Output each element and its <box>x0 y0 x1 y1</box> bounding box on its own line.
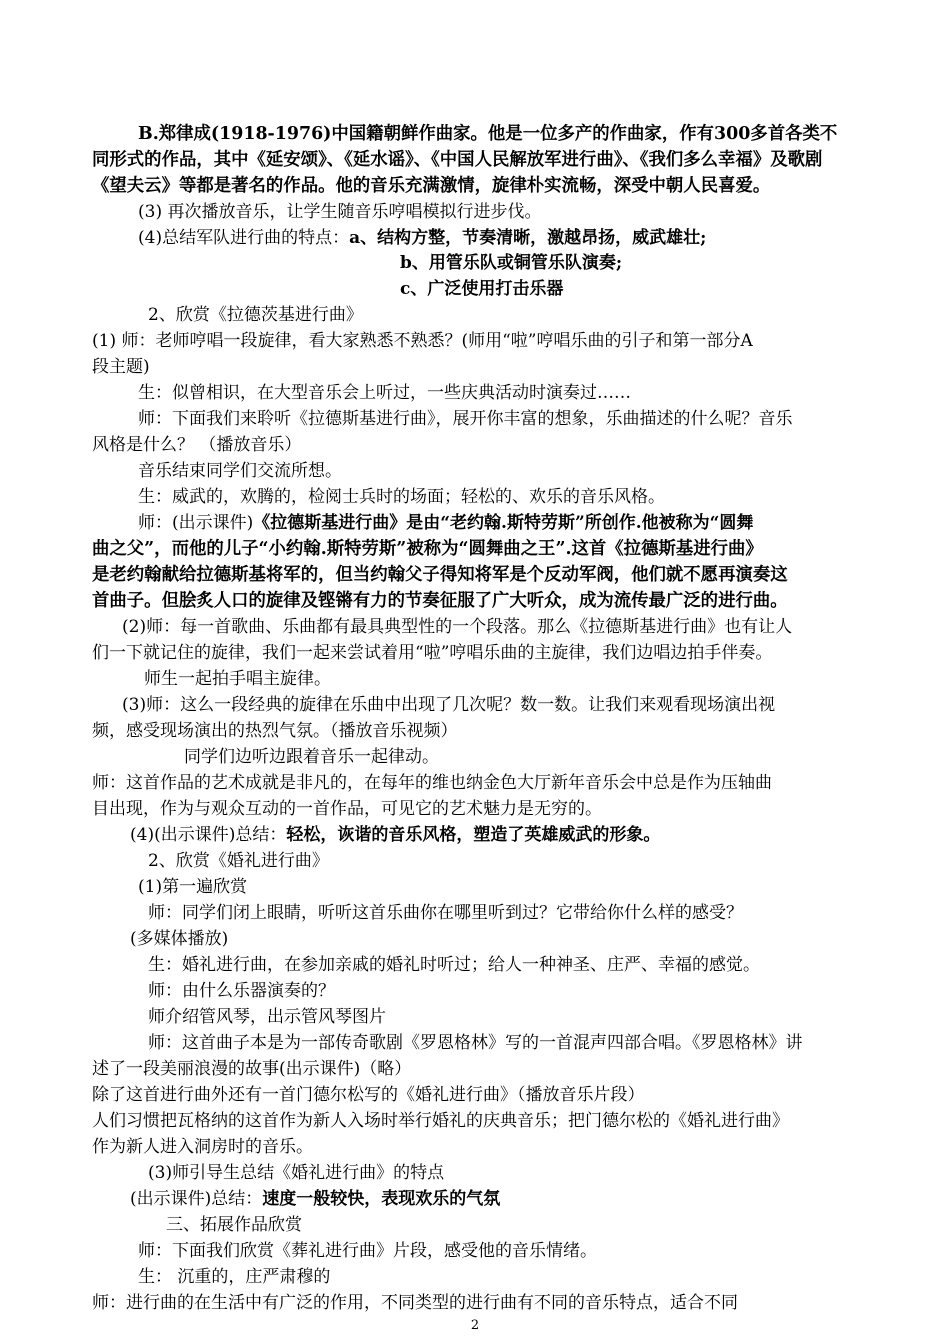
text-line: 是老约翰献给拉德斯基将军的，但当约翰父子得知将军是个反动军阀，他们就不愿再演奏这 <box>92 565 788 585</box>
text-line: 们一下就记住的旋律，我们一起来尝试着用“啦”哼唱乐曲的主旋律，我们边唱边拍手伴奏。 <box>92 643 773 663</box>
text-line: 生：威武的，欢腾的，检阅士兵时的场面；轻松的、欢乐的音乐风格。 <box>138 487 665 507</box>
text-line: (2)师：每一首歌曲、乐曲都有最具典型性的一个段落。那么《拉德斯基进行曲》也有让人 <box>122 617 793 637</box>
text-line: 首曲子。但脍炙人口的旋律及铿锵有力的节奏征服了广大听众，成为流传最广泛的进行曲。 <box>92 591 788 611</box>
section-heading: 2、欣赏《婚礼进行曲》 <box>148 851 329 871</box>
text-span: (出示课件)总结： <box>130 1189 263 1209</box>
text-line: 目出现，作为与观众互动的一首作品，可见它的艺术魅力是无穷的。 <box>92 799 602 819</box>
text-line: b、用管乐队或铜管乐队演奏; <box>400 253 623 273</box>
text-line: (3)师：这么一段经典的旋律在乐曲中出现了几次呢？数一数。让我们来观看现场演出视 <box>122 695 776 715</box>
text-line: (1)第一遍欣赏 <box>138 877 248 897</box>
text-line: 音乐结束同学们交流所想。 <box>138 461 342 481</box>
text-line: 师：进行曲的在生活中有广泛的作用，不同类型的进行曲有不同的音乐特点，适合不同 <box>92 1293 738 1313</box>
text-span-bold: 速度一般较快，表现欢乐的气氛 <box>262 1189 501 1209</box>
section-heading: 三、拓展作品欣赏 <box>166 1215 302 1235</box>
text-line: 师：下面我们来聆听《拉德斯基进行曲》，展开你丰富的想象，乐曲描述的什么呢？音乐 <box>138 409 793 429</box>
text-line: 师介绍管风琴，出示管风琴图片 <box>148 1007 386 1027</box>
text-line: 《望夫云》等都是著名的作品。他的音乐充满激情，旋律朴实流畅，深受中朝人民喜爱。 <box>92 176 771 196</box>
text-line: 生：婚礼进行曲，在参加亲戚的婚礼时听过；给人一种神圣、庄严、幸福的感觉。 <box>148 955 760 975</box>
text-line <box>138 511 913 536</box>
text-line: 师生一起拍手唱主旋律。 <box>144 669 331 689</box>
text-line: 师：这首作品的艺术成就是非凡的，在每年的维也纳金色大厅新年音乐会中总是作为压轴曲 <box>92 773 772 793</box>
text-line: (多媒体播放) <box>130 929 229 949</box>
text-line: 同形式的作品，其中《延安颂》、《延水谣》、《中国人民解放军进行曲》、《我们多么幸福》及歌剧 <box>92 150 823 170</box>
text-span: (4)总结军队进行曲的特点： <box>138 228 350 248</box>
text-line: 师：由什么乐器演奏的？ <box>148 981 335 1001</box>
text-line: 师：同学们闭上眼睛，听听这首乐曲你在哪里听到过？它带给你什么样的感受？ <box>148 903 743 923</box>
text-span: 师：(出示课件) <box>138 513 254 533</box>
text-span: (4)(出示课件)总结： <box>130 825 287 845</box>
text-line: 作为新人进入洞房时的音乐。 <box>92 1137 313 1157</box>
text-line: B.郑律成(1918-1976)中国籍朝鲜作曲家。他是一位多产的作曲家，作有300多首各类不 <box>138 124 838 144</box>
text-line: 师：这首曲子本是为一部传奇歌剧《罗恩格林》写的一首混声四部合唱。《罗恩格林》讲 <box>148 1033 803 1053</box>
text-line: c、广泛使用打击乐器 <box>400 279 564 299</box>
text-span-bold: a、结构方整，节奏清晰，激越昂扬，威武雄壮; <box>349 228 707 248</box>
section-heading: 2、欣赏《拉德茨基进行曲》 <box>148 305 363 325</box>
text-line: (3) 再次播放音乐，让学生随音乐哼唱模拟行进步伐。 <box>138 202 542 222</box>
text-line: 生：似曾相识，在大型音乐会上听过，一些庆典活动时演奏过…… <box>138 383 631 403</box>
page-number: 2 <box>470 1318 480 1333</box>
text-span-bold: 轻松，诙谐的音乐风格，塑造了英雄威武的形象。 <box>286 825 661 845</box>
text-line: (3)师引导生总结《婚礼进行曲》的特点 <box>148 1163 445 1183</box>
text-line <box>138 226 913 251</box>
text-line <box>130 1187 905 1212</box>
text-line: (1) 师：老师哼唱一段旋律，看大家熟悉不熟悉？(师用“啦”哼唱乐曲的引子和第一部分A <box>92 331 753 351</box>
text-line: 生： 沉重的，庄严肃穆的 <box>138 1267 331 1287</box>
text-line: 风格是什么？ （播放音乐） <box>92 435 302 455</box>
text-line: 师：下面我们欣赏《葬礼进行曲》片段，感受他的音乐情绪。 <box>138 1241 597 1261</box>
text-line: 频，感受现场演出的热烈气氛。（播放音乐视频） <box>92 721 458 741</box>
text-line <box>130 823 905 848</box>
text-line: 同学们边听边跟着音乐一起律动。 <box>184 747 439 767</box>
text-line: 段主题) <box>92 357 150 377</box>
text-line: 人们习惯把瓦格纳的这首作为新人入场时举行婚礼的庆典音乐；把门德尔松的《婚礼进行曲》 <box>92 1111 789 1131</box>
text-line: 除了这首进行曲外还有一首门德尔松写的《婚礼进行曲》（播放音乐片段） <box>92 1085 645 1105</box>
text-span-bold: 《拉德斯基进行曲》是由“老约翰.斯特劳斯”所创作.他被称为“圆舞 <box>253 513 754 533</box>
text-line: 曲之父”，而他的儿子“小约翰.斯特劳斯”被称为“圆舞曲之王”.这首《拉德斯基进行曲》 <box>92 539 763 559</box>
text-line: 述了一段美丽浪漫的故事(出示课件)（略） <box>92 1059 412 1079</box>
